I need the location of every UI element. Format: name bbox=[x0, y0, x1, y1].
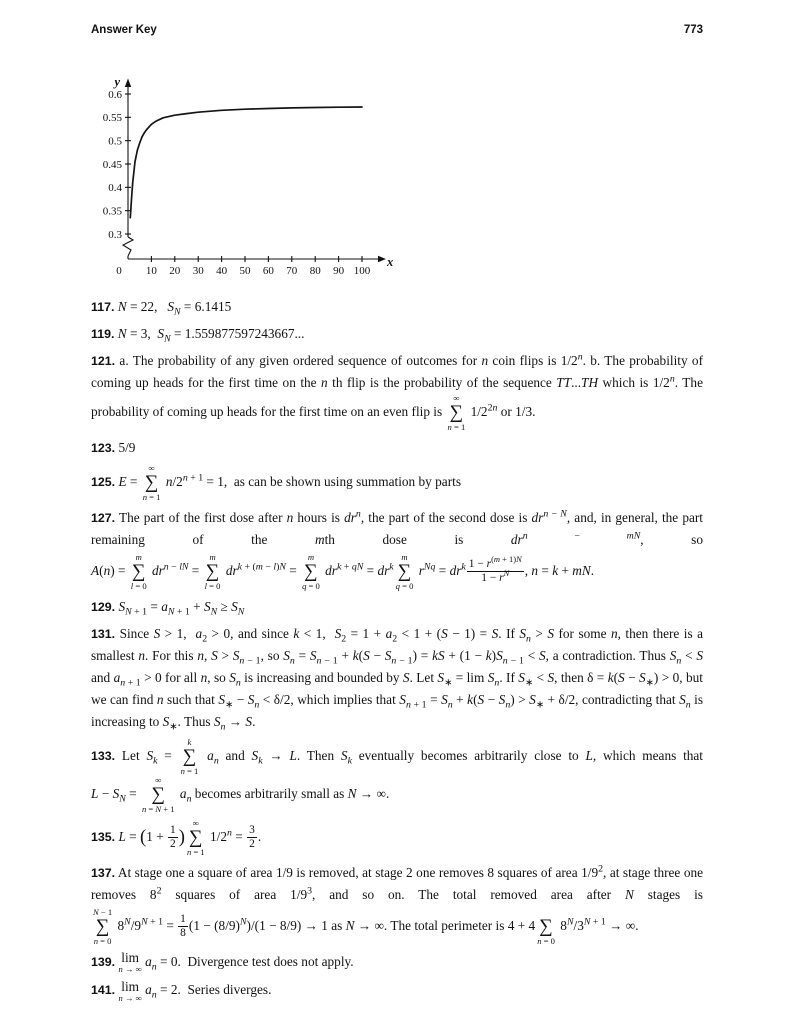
answer-item bbox=[91, 350, 703, 432]
answer-text: 133. Let $S_k$ = k ∑ n = 1 $a_n$ and $S_k \to L$. Then $S_k$ eventually becomes arbitrarily close to L, which means that bbox=[91, 736, 704, 776]
answer-item bbox=[91, 596, 703, 618]
answer-number: 141. bbox=[91, 983, 116, 998]
answer-number: 139. bbox=[91, 954, 116, 969]
answer-item bbox=[91, 862, 703, 946]
answer-text: 127. The part of the first dose after n hours is $dr^n$, the part of the second dose is $dr^{n - N}$, and, in general, the part remaining of the mth dose is $dr^{n - mN}$, so bbox=[91, 508, 704, 547]
y-tick-label: 0.45 bbox=[102, 158, 122, 171]
answer-item bbox=[91, 296, 703, 318]
x-tick-label: 20 bbox=[169, 265, 181, 277]
x-tick-label: 70 bbox=[286, 265, 298, 277]
answer-text: 135. L = (1 + $\frac{1}{2}$ ) ∞ ∑ n = 1 $1/2^n$ = $\frac{3}{2}$ . bbox=[91, 817, 262, 857]
answer-text: 129. $S_{N + 1} = a_{N + 1} + S_N \ge S_N$ bbox=[91, 598, 245, 618]
x-tick-label: 50 bbox=[239, 265, 251, 277]
answer-number: 137. bbox=[91, 865, 116, 880]
page-number: 773 bbox=[683, 24, 703, 36]
answer-number: 129. bbox=[91, 599, 116, 614]
y-tick-label: 0.35 bbox=[102, 205, 122, 218]
summation-icon: ∞ ∑ n = 1 bbox=[186, 817, 205, 857]
x-tick-label: 100 bbox=[353, 265, 371, 277]
answer-text: 125. E = ∞ ∑ n = 1 $n/2^{n + 1} = 1$, as can be shown using summation by parts bbox=[91, 462, 462, 502]
summation-icon: m ∑ q = 0 bbox=[302, 551, 320, 591]
answer-number: 133. bbox=[91, 748, 116, 763]
answer-number: 127. bbox=[91, 510, 116, 525]
summation-icon: N − 1 ∑ n = 0 bbox=[93, 906, 113, 946]
answer-item bbox=[91, 464, 703, 502]
answer-number: 119. bbox=[91, 327, 115, 341]
answer-text: 119. N = 3, $S_N = 1.559877597243667$... bbox=[91, 326, 305, 345]
x-axis-label: x bbox=[387, 255, 393, 269]
series-plot bbox=[91, 76, 393, 288]
answer-text: $L - S_N$ = ∞ ∑ n = N + 1 $a_n$ becomes arbitrarily small as N → ∞. bbox=[91, 774, 390, 814]
answer-number: 117. bbox=[91, 300, 115, 314]
fraction: $\frac{3}{2}$ bbox=[249, 823, 255, 851]
page-header bbox=[91, 24, 703, 36]
y-tick-label: 0.4 bbox=[108, 182, 122, 195]
summation-icon: ∞ ∑ n = 1 bbox=[142, 462, 161, 502]
summation-icon: ∑ n = 0 bbox=[537, 915, 555, 946]
summation-icon: m ∑ l = 0 bbox=[130, 551, 147, 591]
answer-text: 137. At stage one a square of area 1/9 is removed, at stage 2 one removes 8 squares of area $1/9^2$, at stage three one removes $8^2$ squares of area $1/9^3$, and so on. The total removed area after N stages is bbox=[91, 863, 704, 902]
answer-item bbox=[91, 819, 703, 857]
x-tick-label: 10 bbox=[145, 265, 157, 277]
summation-icon: ∞ ∑ n = 1 bbox=[447, 393, 466, 432]
y-tick-label: 0.5 bbox=[108, 135, 122, 148]
equation-line: A(n) = m ∑ l = 0 $dr^{n - lN}$ = m ∑ l = 0 $dr^{k + (m - l)N}$ = m ∑ q = 0 $dr^{k + qN} = dr^k$ m ∑ q = 0 $r^{Nq} = dr^k$ $\frac{1 - r^{(m + 1)N}}{1 - r^N}$ , n = k + mN. bbox=[91, 551, 595, 591]
answer-item bbox=[91, 951, 703, 974]
answer-item bbox=[91, 623, 703, 733]
answer-text: 141. lim n → ∞ $a_n = 2$. Series diverges. bbox=[91, 978, 272, 1003]
series-curve bbox=[130, 107, 362, 218]
x-tick-label: 40 bbox=[216, 265, 228, 277]
fraction: $\frac{1 - r^{(m + 1)N}}{1 - r^N}$ bbox=[468, 553, 522, 585]
answer-number: 131. bbox=[91, 626, 116, 641]
y-tick-label: 0.6 bbox=[108, 88, 122, 101]
limit: lim n → ∞ bbox=[118, 950, 142, 975]
answer-item bbox=[91, 738, 703, 814]
x-tick-label: 30 bbox=[192, 265, 204, 277]
x-tick-label: 0 bbox=[116, 265, 122, 277]
answer-item bbox=[91, 323, 703, 345]
equation-line: N − 1 ∑ n = 0 $8^N/9^{N + 1}$ = $\frac{1}{8}$ $(1 - (8/9)^N)/(1 - 8/9) \to 1$ as N → ∞. The total perimeter is 4 + 4 ∑ n = 0 $8^N/3^{N + 1}$ → ∞. bbox=[93, 906, 639, 946]
answer-number: 125. bbox=[91, 475, 116, 489]
axis-break-icon bbox=[123, 237, 133, 256]
summation-icon: ∞ ∑ n = N + 1 bbox=[141, 774, 175, 814]
answer-text: 121. a. The probability of any given ordered sequence of outcomes for n coin flips is 1/2$^n$. b. The probability of coming up heads for the first time on the n th flip is the probability of the sequence TT...TH which is 1/2$^n$. The probability of coming up heads for the first time on an even flip is ∞ ∑ n = 1 $1/2^{2n}$ or 1/3. bbox=[91, 351, 704, 432]
answer-text: 117. N = 22, $S_N = 6.1415$ bbox=[91, 299, 232, 318]
summation-icon: m ∑ l = 0 bbox=[204, 551, 221, 591]
x-tick-label: 90 bbox=[333, 265, 345, 277]
x-axis-arrow-icon bbox=[378, 256, 386, 262]
y-axis-label: y bbox=[114, 76, 120, 89]
answer-number: 123. bbox=[91, 440, 116, 455]
answer-text: 139. lim n → ∞ $a_n = 0$. Divergence test does not apply. bbox=[91, 950, 354, 975]
page-content bbox=[91, 76, 703, 1008]
y-axis-arrow-icon bbox=[125, 79, 131, 88]
fraction: $\frac{1}{8}$ bbox=[180, 912, 186, 940]
answer-item bbox=[91, 437, 703, 459]
running-head: Answer Key bbox=[91, 24, 157, 36]
y-tick-label: 0.3 bbox=[108, 228, 122, 241]
answer-item bbox=[91, 507, 703, 591]
answer-item bbox=[91, 979, 703, 1002]
summation-icon: k ∑ n = 1 bbox=[180, 736, 199, 776]
chart-figure bbox=[91, 76, 703, 288]
answer-text: 123. 5/9 bbox=[91, 439, 136, 455]
x-tick-label: 60 bbox=[262, 265, 274, 277]
x-tick-label: 80 bbox=[309, 265, 321, 277]
answer-number: 135. bbox=[91, 829, 116, 844]
answer-list bbox=[91, 296, 703, 1003]
limit: lim n → ∞ bbox=[118, 978, 142, 1003]
answer-number: 121. bbox=[91, 354, 116, 368]
answer-text: 131. Since S > 1, $a_2 > 0$, and since k < 1, $S_2 = 1 + a_2 < 1 + (S - 1) = S$. If $S_n > S$ for some n, then there is a smallest n. For this n, $S > S_{n - 1}$, so $S_n = S_{n - 1} + k(S - S_{n - 1})$ = kS + $(1 - k)S_{n - 1} < S$, a contradiction. Thus $S_n < S$ and $a_{n + 1} > 0$ for all n, so $S_n$ is increasing and bounded by S. Let $S_∗ = \lim S_n$. If $S_∗ < S$, then $\delta = k(S - S_∗) > 0$, but we can find n such that $S_∗ - S_n < \delta/2$, which implies that $S_{n + 1} = S_n + k(S - S_n) > S_∗ + \delta/2$, contradicting that $S_n$ is increasing to $S_∗$. Thus $S_n \to S$. bbox=[91, 625, 704, 733]
summation-icon: m ∑ q = 0 bbox=[395, 551, 414, 591]
y-tick-label: 0.55 bbox=[102, 112, 122, 125]
fraction: $\frac{1}{2}$ bbox=[170, 823, 176, 851]
